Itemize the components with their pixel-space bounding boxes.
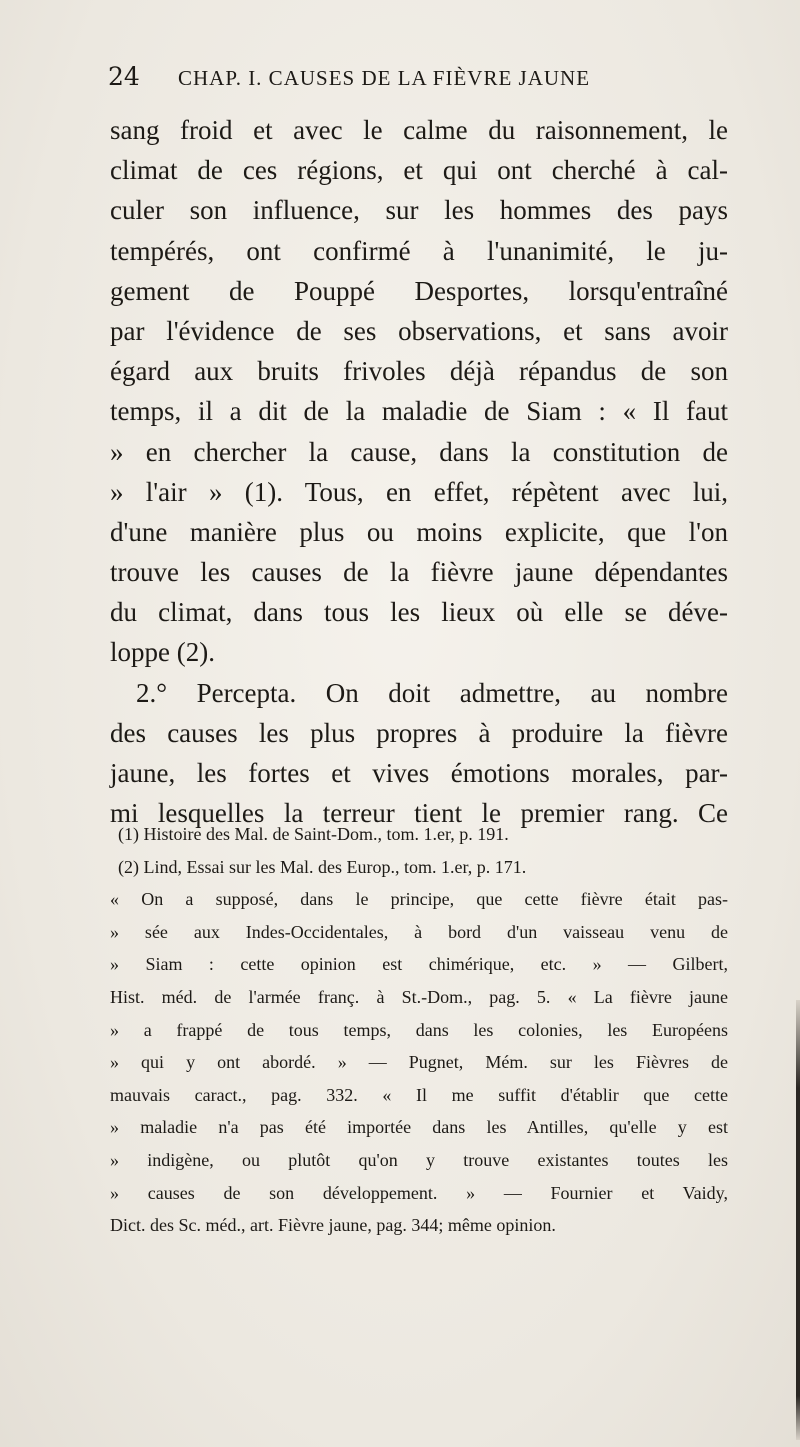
footnote-line: (1) Histoire des Mal. de Saint-Dom., tom. 1.er, p. 191. xyxy=(118,824,509,844)
footnote-line: » qui y ont abordé. » — Pugnet, Mém. sur les Fièvres de xyxy=(110,1052,728,1073)
page-edge-shadow xyxy=(796,1000,800,1440)
footnote-line: » causes de son développement. » — Fournier et Vaidy, xyxy=(110,1182,728,1203)
text-line: temps, il a dit de la maladie de Siam : « Il faut xyxy=(110,396,728,427)
text-line: tempérés, ont confirmé à l'unanimité, le ju- xyxy=(110,235,728,266)
text-line: égard aux bruits frivoles déjà répandus de son xyxy=(110,356,728,387)
text-line: des causes les plus propres à produire la fièvre xyxy=(110,717,728,748)
text-line: par l'évidence de ses observations, et sans avoir xyxy=(110,315,728,346)
text-line: mi lesquelles la terreur tient le premier rang. Ce xyxy=(110,798,728,829)
footnote-line: Hist. méd. de l'armée franç. à St.-Dom., pag. 5. « La fièvre jaune xyxy=(110,986,728,1007)
footnote-line: Dict. des Sc. méd., art. Fièvre jaune, pag. 344; même opinion. xyxy=(110,1215,556,1236)
text-line: gement de Pouppé Desportes, lorsqu'entraîné xyxy=(110,275,728,306)
text-line: trouve les causes de la fièvre jaune dépendantes xyxy=(110,557,728,588)
footnote-line: » indigène, ou plutôt qu'on y trouve existantes toutes les xyxy=(110,1149,728,1170)
text-line: loppe (2). xyxy=(110,637,215,668)
footnote-line: » sée aux Indes-Occidentales, à bord d'un vaisseau venu de xyxy=(110,921,728,942)
running-title: CHAP. I. CAUSES DE LA FIÈVRE JAUNE xyxy=(178,66,591,90)
text-line: d'une manière plus ou moins explicite, que l'on xyxy=(110,516,728,547)
footnote-line: » a frappé de tous temps, dans les colonies, les Européens xyxy=(110,1019,728,1040)
main-text xyxy=(110,110,728,833)
footnote-line: « On a supposé, dans le principe, que cette fièvre était pas- xyxy=(110,889,728,910)
text-line: » en chercher la cause, dans la constitution de xyxy=(110,436,728,467)
text-line: culer son influence, sur les hommes des pays xyxy=(110,195,728,226)
text-line: » l'air » (1). Tous, en effet, répètent avec lui, xyxy=(110,476,728,507)
footnotes xyxy=(110,818,728,1242)
text-line: climat de ces régions, et qui ont cherché à cal- xyxy=(110,155,728,186)
text-line: du climat, dans tous les lieux où elle se déve- xyxy=(110,597,728,628)
text-line: 2.° Percepta. On doit admettre, au nombre xyxy=(136,677,728,708)
page-number: 24 xyxy=(108,62,140,91)
footnote-line: mauvais caract., pag. 332. « Il me suffit d'établir que cette xyxy=(110,1084,728,1105)
footnote-line: » maladie n'a pas été importée dans les Antilles, qu'elle y est xyxy=(110,1117,728,1138)
footnote-line: (2) Lind, Essai sur les Mal. des Europ., tom. 1.er, p. 171. xyxy=(118,856,527,877)
footnote-line: » Siam : cette opinion est chimérique, etc. » — Gilbert, xyxy=(110,954,728,975)
page-header xyxy=(108,62,720,98)
text-line: sang froid et avec le calme du raisonnement, le xyxy=(110,115,728,145)
text-line: jaune, les fortes et vives émotions morales, par- xyxy=(110,758,728,788)
